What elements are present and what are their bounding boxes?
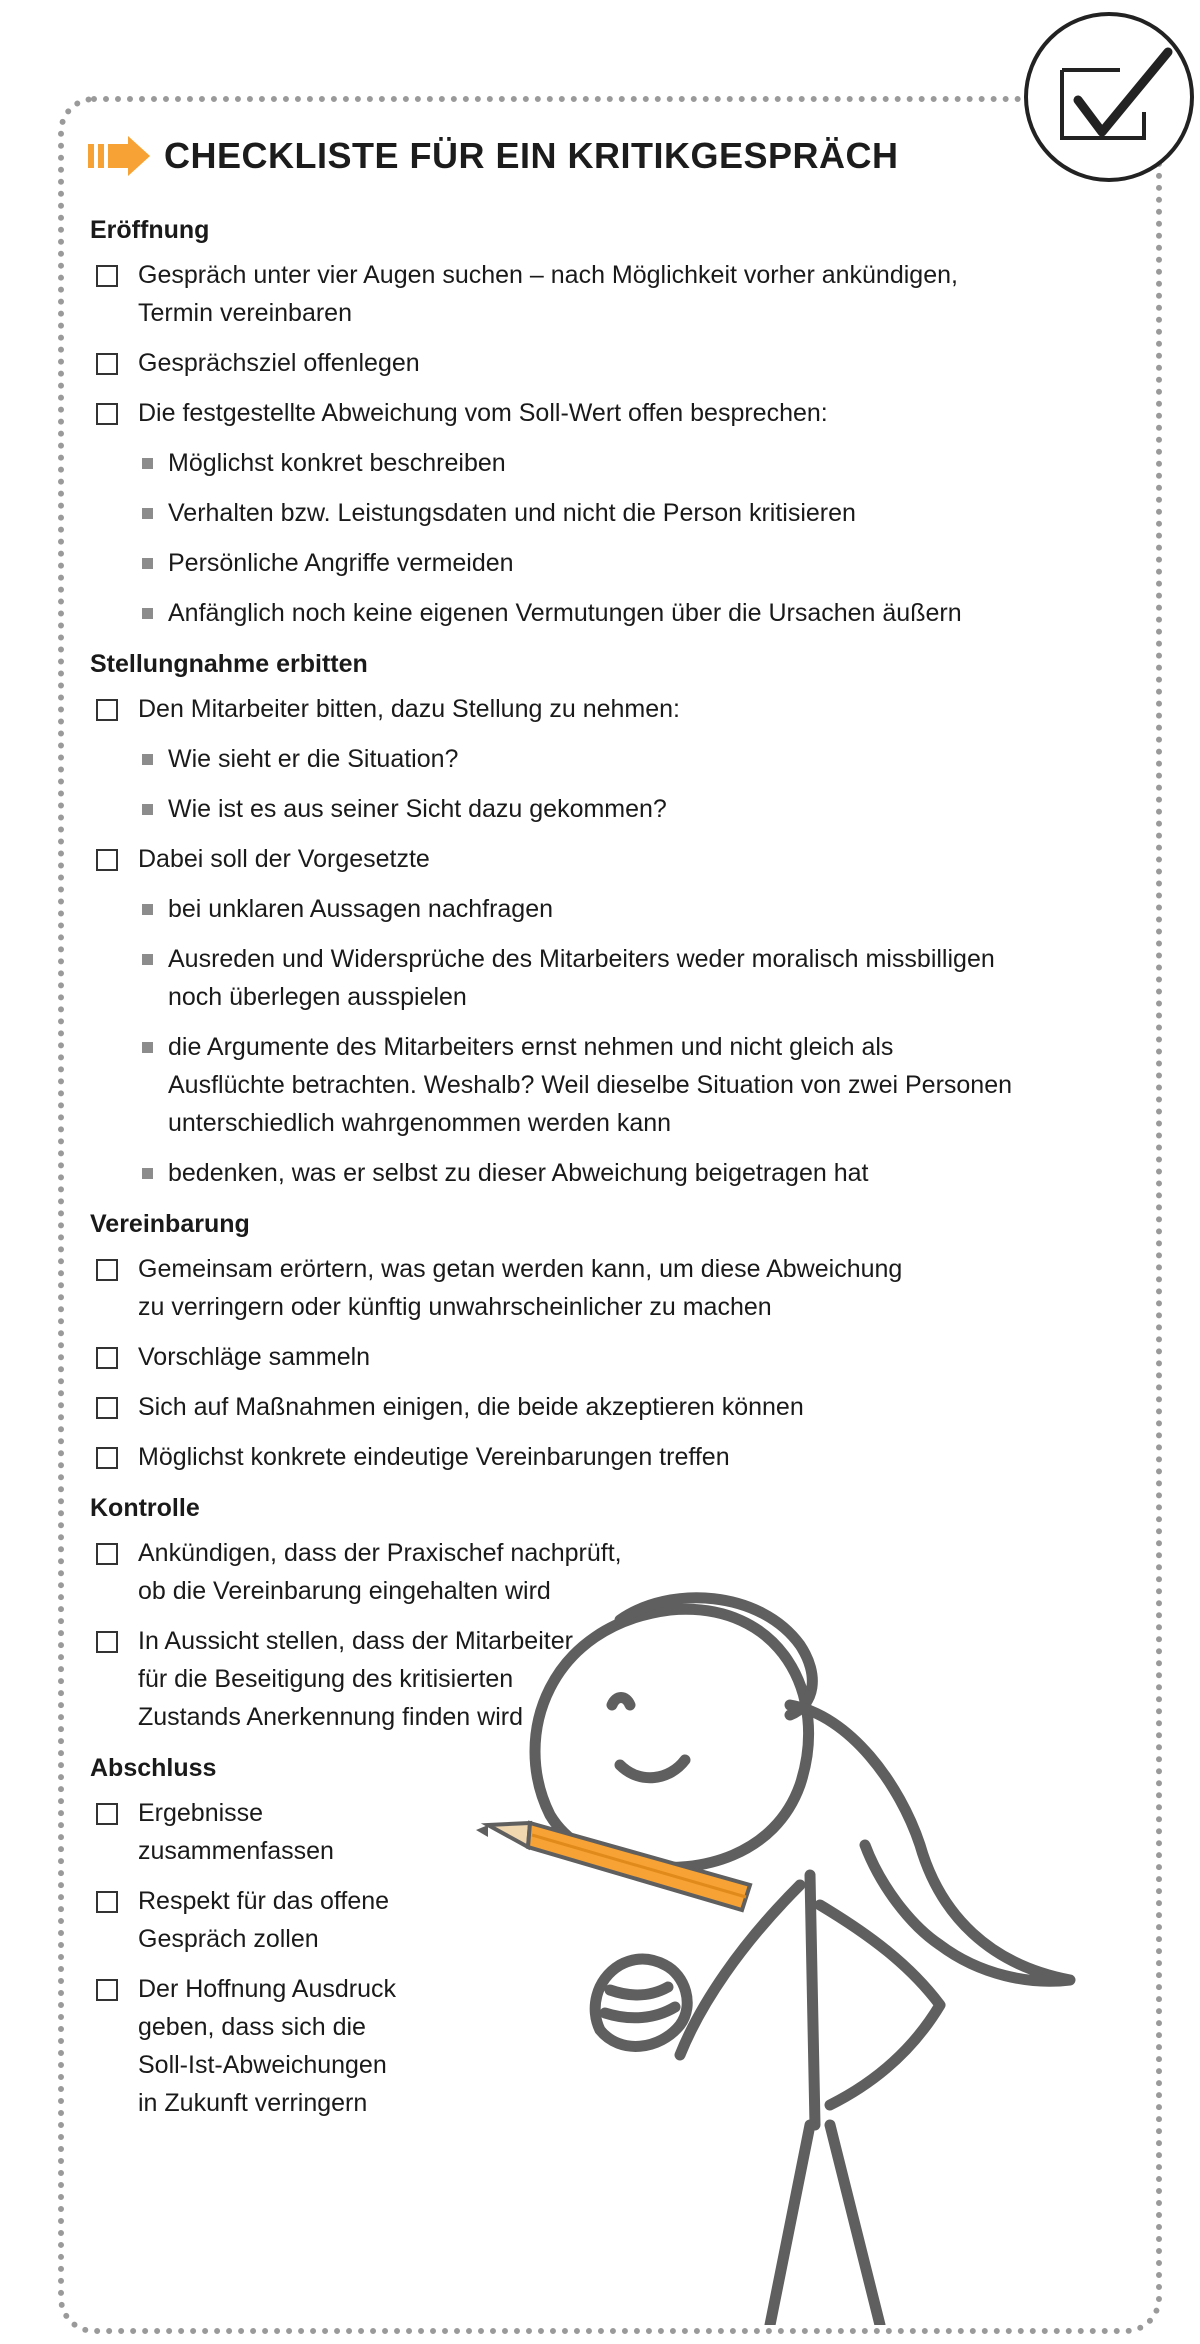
sub-point [90,544,1120,582]
section-title: Eröffnung [90,216,210,244]
checklist-item-text: Gespräch unter vier Augen suchen – nach Möglichkeit vorher ankündigen, [138,261,958,289]
checkbox[interactable] [96,265,118,287]
bullet-square-icon [142,1042,153,1053]
sub-point-text: Wie sieht er die Situation? [168,745,459,773]
checklist-item-text: ob die Vereinbarung eingehalten wird [138,1577,551,1605]
checkbox[interactable] [96,699,118,721]
checklist-item[interactable] [90,1882,488,1958]
checklist-item-text: Ankündigen, dass der Praxischef nachprüft, [138,1539,622,1567]
checklist-item[interactable] [90,1438,1120,1476]
checkmark-badge [1024,12,1194,182]
sub-point [90,444,1120,482]
checklist-item-text: Den Mitarbeiter bitten, dazu Stellung zu nehmen: [138,695,680,723]
sub-point [90,940,1120,1016]
checklist-item[interactable] [90,1970,488,2122]
checklist-item-text: In Aussicht stellen, dass der Mitarbeiter [138,1627,573,1655]
checklist-item-text: Gesprächsziel offenlegen [138,349,420,377]
checkbox[interactable] [96,1979,118,2001]
bullet-square-icon [142,508,153,519]
sub-point [90,890,1120,928]
bullet-square-icon [142,804,153,815]
sub-point [90,740,1120,778]
title-row [88,126,899,186]
bullet-square-icon [142,1168,153,1179]
checklist-item-text: Vorschläge sammeln [138,1343,371,1371]
arrow-right-icon [88,136,150,176]
bullet-square-icon [142,458,153,469]
checklist-item[interactable] [90,1388,1120,1426]
sub-point-text: Anfänglich noch keine eigenen Vermutungen über die Ursachen äußern [168,599,962,627]
sub-point-text: Persönliche Angriffe vermeiden [168,549,514,577]
checklist-item-text: zu verringern oder künftig unwahrscheinlicher zu machen [138,1293,772,1321]
checkbox[interactable] [96,849,118,871]
sub-point-text: noch überlegen ausspielen [168,983,467,1011]
checklist-item[interactable] [90,690,1120,728]
sub-point [90,594,1120,632]
bullet-square-icon [142,558,153,569]
checklist-item[interactable] [90,1338,1120,1376]
section-title: Kontrolle [90,1494,200,1522]
sub-point-text: bedenken, was er selbst zu dieser Abweichung beigetragen hat [168,1159,869,1187]
checklist-item[interactable] [90,256,1120,332]
sub-point-text: Ausreden und Widersprüche des Mitarbeiters weder moralisch missbilligen [168,945,995,973]
checkbox[interactable] [96,1803,118,1825]
section-title: Stellungnahme erbitten [90,650,368,678]
checklist-item-text: in Zukunft verringern [138,2089,368,2117]
sub-point [90,494,1120,532]
section-eröffnung [90,212,1120,632]
checklist-item-text: Dabei soll der Vorgesetzte [138,845,430,873]
checkbox[interactable] [96,1891,118,1913]
sub-point-text: unterschiedlich wahrgenommen werden kann [168,1109,672,1137]
checklist-item-text: Möglichst konkrete eindeutige Vereinbarungen treffen [138,1443,730,1471]
section-title: Vereinbarung [90,1210,250,1238]
section-title: Abschluss [90,1754,217,1782]
stick-figure-illustration [470,1585,1170,2325]
checkbox[interactable] [96,1397,118,1419]
checklist-item-text: Gespräch zollen [138,1925,319,1953]
checklist-item-text: für die Beseitigung des kritisierten [138,1665,514,1693]
checklist-item-text: Ergebnisse [138,1799,264,1827]
checklist-item-text: Termin vereinbaren [138,299,352,327]
checklist-item[interactable] [90,1250,1120,1326]
checklist-item[interactable] [90,1794,488,1870]
checkbox[interactable] [96,1259,118,1281]
sub-point [90,1028,1120,1142]
checklist-item[interactable] [90,344,1120,382]
checkbox[interactable] [96,1543,118,1565]
sub-point [90,1154,1120,1192]
checklist-item-text: Respekt für das offene [138,1887,390,1915]
section-stellungnahme-erbitten [90,646,1120,1192]
page-title: CHECKLISTE FÜR EIN KRITIKGESPRÄCH [164,135,899,176]
checklist-item-text: zusammenfassen [138,1837,334,1865]
checkbox[interactable] [96,403,118,425]
sub-point [90,790,1120,828]
checklist-item-text: Soll-Ist-Abweichungen [138,2051,387,2079]
bullet-square-icon [142,608,153,619]
sub-point-text: Verhalten bzw. Leistungsdaten und nicht die Person kritisieren [168,499,856,527]
checklist-item-text: Der Hoffnung Ausdruck [138,1975,397,2003]
checkbox[interactable] [96,1347,118,1369]
bullet-square-icon [142,754,153,765]
checklist-item-text: Zustands Anerkennung finden wird [138,1703,523,1731]
sub-point-text: Wie ist es aus seiner Sicht dazu gekommen? [168,795,667,823]
bullet-square-icon [142,904,153,915]
checklist-item-text: geben, dass sich die [138,2013,366,2041]
checkbox[interactable] [96,353,118,375]
sub-point-text: die Argumente des Mitarbeiters ernst nehmen und nicht gleich als [168,1033,894,1061]
checklist-item-text: Sich auf Maßnahmen einigen, die beide akzeptieren können [138,1393,804,1421]
sub-point-text: Ausflüchte betrachten. Weshalb? Weil dieselbe Situation von zwei Personen [168,1071,1013,1099]
section-vereinbarung [90,1206,1120,1476]
checklist-item[interactable] [90,394,1120,432]
checkmark-icon [1028,16,1198,186]
checklist-item[interactable] [90,840,1120,878]
sub-point-text: Möglichst konkret beschreiben [168,449,506,477]
bullet-square-icon [142,954,153,965]
checklist-item-text: Gemeinsam erörtern, was getan werden kann, um diese Abweichung [138,1255,903,1283]
checkbox[interactable] [96,1447,118,1469]
sub-point-text: bei unklaren Aussagen nachfragen [168,895,554,923]
checklist-item-text: Die festgestellte Abweichung vom Soll-Wert offen besprechen: [138,399,828,427]
checkbox[interactable] [96,1631,118,1653]
